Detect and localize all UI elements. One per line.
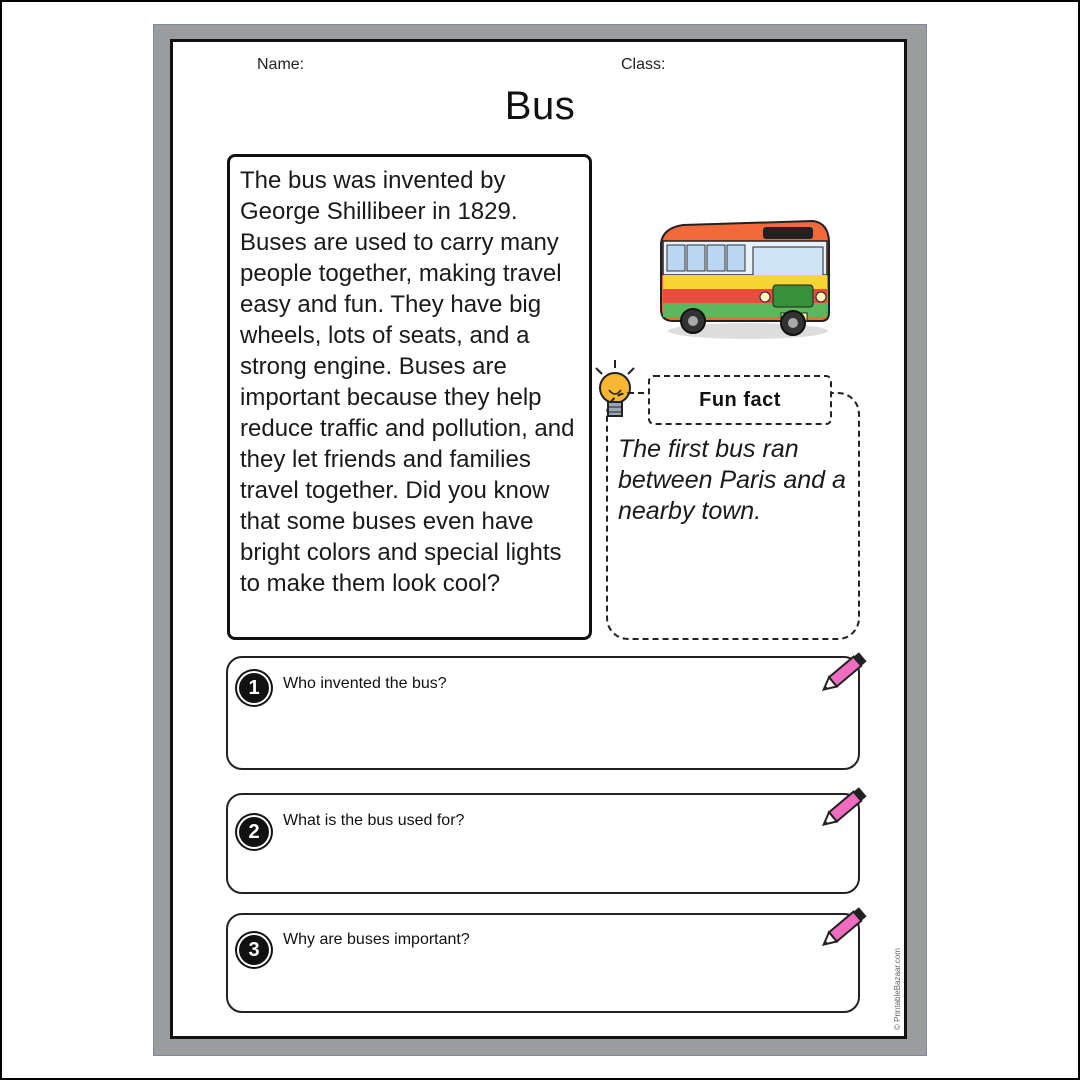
pencil-icon	[818, 785, 872, 831]
question-text-1: Who invented the bus?	[283, 675, 447, 692]
question-number-2: 2	[239, 817, 269, 847]
passage-text: The bus was invented by George Shillibeer in 1829. Buses are used to carry many people together, making travel easy and fun. They have big wheels, lots of seats, and a strong engine. Buses are important because they help reduce traffic and pollution, and they let friends and families travel together. Did you know that some buses even have bright colors and special lights to make them look cool?	[240, 167, 575, 597]
question-text-2: What is the bus used for?	[283, 812, 465, 829]
answer-box-1[interactable]	[226, 656, 860, 770]
copyright-text: © PrintableBazaar.com	[893, 948, 902, 1030]
answer-box-2[interactable]	[226, 793, 860, 894]
fun-fact-heading: Fun fact	[648, 375, 832, 425]
answer-box-3[interactable]	[226, 913, 860, 1013]
name-label: Name:	[257, 56, 305, 73]
fun-fact-text: The first bus ran between Paris and a nearby town.	[618, 435, 846, 525]
question-number-3: 3	[239, 935, 269, 965]
reading-passage	[227, 154, 592, 640]
worksheet-title: Bus	[504, 84, 576, 128]
pencil-icon	[818, 905, 872, 951]
question-number-1: 1	[239, 673, 269, 703]
bus-illustration	[653, 213, 833, 343]
class-label: Class:	[621, 56, 666, 73]
question-text-3: Why are buses important?	[283, 931, 470, 948]
pencil-icon	[818, 650, 872, 696]
